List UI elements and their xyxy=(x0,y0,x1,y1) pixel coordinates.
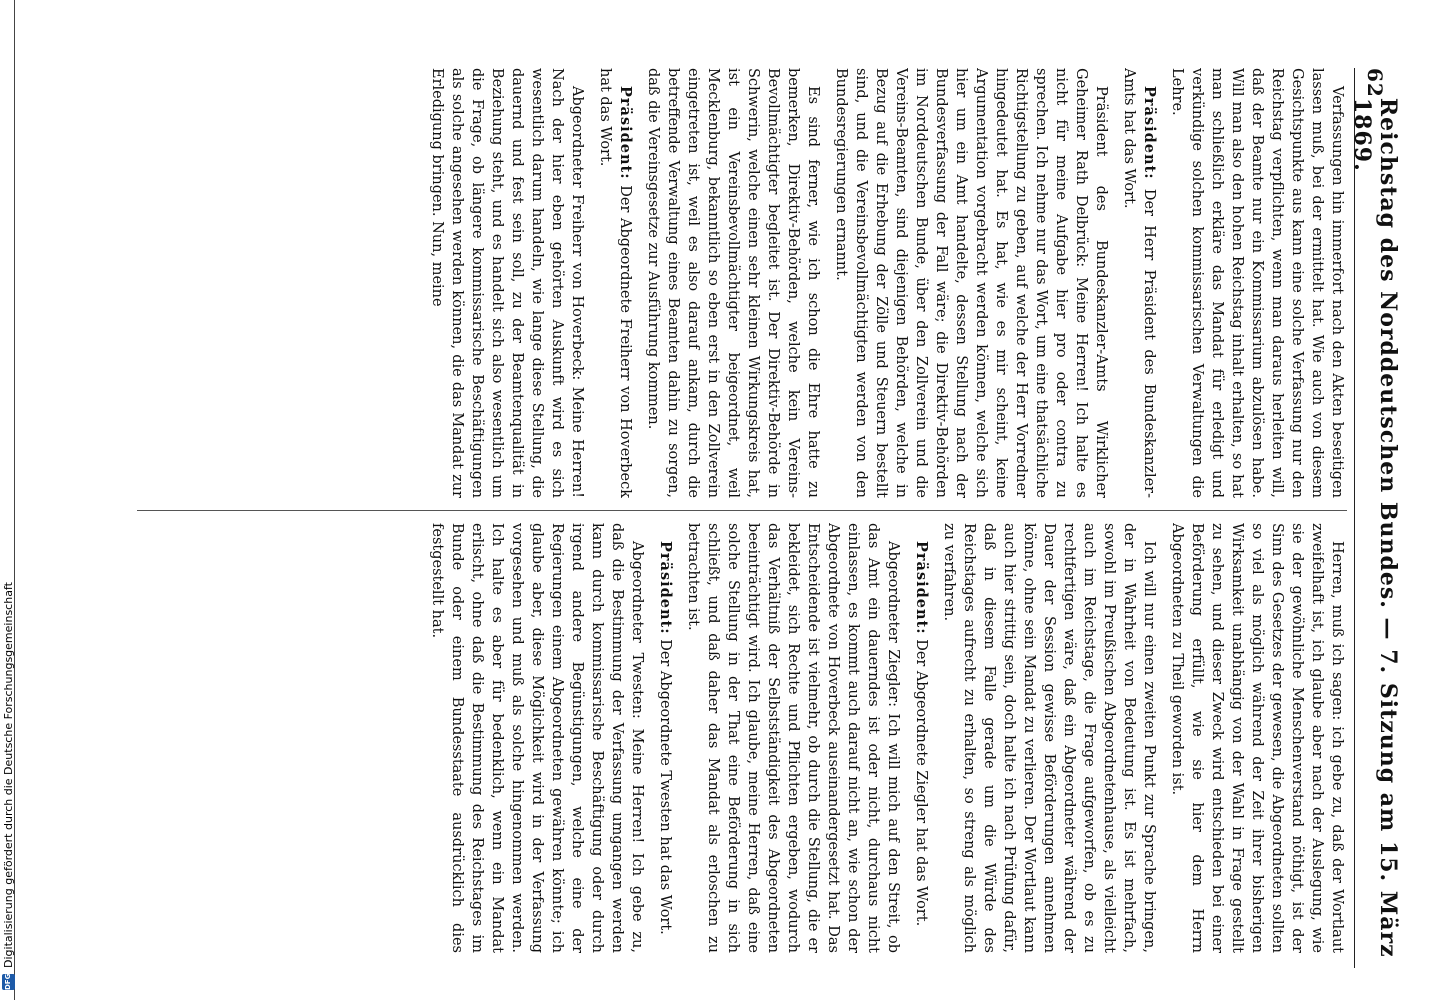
speech-text: Ich will nur einen zweiten Punkt zur Sprache bringen, der in Wahrheit von Bedeutung ist. Es ist mehrfach, sowohl im Preußischen Abgeordnetenhause, als vielleicht auch im Reichstage, die Frage aufgeworfen, ob es zu rechtfertigen wäre, daß ein Abgeordneter während der Dauer der Session gewisse Beförderungen annehmen könne, ohne sein Mandat zu verlieren. Der Wortlaut kann auch hier strittig sein, doch halte ich nach Prüfung dafür, daß in diesem Falle gerade um die Würde des Reichstages aufrecht zu erhalten, so streng als möglich zu verfahren. xyxy=(941,523,1157,953)
speaker-name: Präsident: xyxy=(657,541,674,635)
speech-text: Herren, muß ich sagen: ich gebe zu, daß der Wortlaut zweifelhaft ist, ich glaube aber nach der Auslegung, wie sie der gewöhnliche Menschenverstand nöthigt, ist der Sinn des Gesetzes der gewesen, die Abgeordneten sollten so viel als möglich während der Zeit ihrer bisherigen Wirksamkeit unabhängig von der Wahl in Frage gestellt zu sehen, und dieser Zweck wird entschieden bei einer Beförderung erfüllt, wie sie hier dem Herrn Abgeordneten zu Theil geworden ist. xyxy=(1169,523,1345,953)
page-header xyxy=(1349,68,1401,968)
page-title: Reichstag des Norddeutschen Bundes. — 7. Sitzung am 15. März 1869. xyxy=(1349,97,1401,958)
speech-text: Präsident des Bundeskanzler-Amts Wirklicher Geheimer Rath Delbrück: Meine Herren! Ich halte es nicht für meine Aufgabe hier pro oder contra zu sprechen. Ich nehme nur das Wort, um eine thatsächliche Richtigstellung zu geben, auf welche der Herr Vorredner hingedeutet hat. Es hat, wie es mir scheint, keine Argumentation vorgebracht werden können, welche sich hier um ein Amt handelte, dessen Stellung nach der Bundesverfassung der Fall wäre; die Direktiv-Behörden im Norddeutschen Bunde, über den Zollverein und die Vereins-Beamten, sind diejenigen Behörden, welche in Bezug auf die Erhebung der Zölle und Steuern bestellt sind, und die Vereinsbevollmächtigten werden von den Bundesregierungen ernannt. xyxy=(833,68,1109,498)
footer-text: Digitalisierung gefördert durch die Deutsche Forschungsgemeinschaft xyxy=(1,582,15,968)
speaker-name: Präsident: xyxy=(1141,86,1158,180)
speech-paragraph xyxy=(1167,68,1347,498)
speech-text: Es sind ferner, wie ich schon die Ehre hatte zu bemerken, Direktiv-Behörden, welche kein Vereins-Bevollmächtigter begleitet ist. Der Direktiv-Behörde in Schwerin, welche einen sehr kleinen Wirkungskreis hat, ist ein Vereinsbevollmächtigter beigeordnet, weil Mecklenburg, bekanntlich so eben erst in den Zollverein eingetreten ist, weil es also darauf ankam, durch die betreffende Verwaltung eines Beamten dahin zu sorgen, daß die Vereinsgesetze zur Ausführung kommen. xyxy=(645,68,821,498)
speech-paragraph xyxy=(1167,523,1347,953)
speech-text: Abgeordneter Ziegler: Ich will mich auf den Streit, ob das Amt ein dauerndes ist oder nicht, durchaus nicht einlassen, es kommt auch darauf nicht an, wie schon der Abgeordnete von Hoverbeck auseinandergesetzt hat. Das Entscheidende ist vielmehr, ob durch die Stellung, die er bekleidet, sich Rechte und Pflichten ergeben, wodurch das Verhältniß der Selbstständigkeit des Abgeordneten beeinträchtigt wird. Ich glaube, meine Herren, daß eine solche Stellung in der That eine Beförderung in sich schließt, und daß daher das Mandat als erloschen zu betrachten ist. xyxy=(685,523,901,953)
rotated-page-content xyxy=(105,68,1401,968)
speech-paragraph xyxy=(911,523,931,953)
speech-paragraph xyxy=(1119,68,1159,498)
speech-text: Der Abgeordnete Twesten hat das Wort. xyxy=(657,639,673,935)
column-divider xyxy=(137,510,1347,511)
dfg-logo-icon: DFG xyxy=(2,974,15,990)
funding-footer xyxy=(0,0,16,990)
speech-paragraph xyxy=(831,68,1111,498)
speech-paragraph xyxy=(427,523,647,953)
speech-paragraph xyxy=(427,68,587,498)
speech-paragraph xyxy=(683,523,903,953)
speech-text: Abgeordneter Twesten: Meine Herren! Ich gebe zu, daß die Bestimmung der Verfassung umgangen werden kann durch kommissarische Beschäftigung oder durch irgend andere Begünstigungen, welche eine der Regierungen einem Abgeordneten gewähren könnte; ich glaube aber, diese Möglichkeit wird in der Verfassung vorgesehen und muß als solche hingenommen werden. Ich halte es aber für bedenklich, wenn ein Mandat erlischt, ohne daß die Bestimmung des Reichstages im Bunde oder einem Bundesstaate ausdrücklich dies festgestellt hat. xyxy=(429,523,645,953)
speech-paragraph xyxy=(595,68,635,498)
speaker-name: Präsident: xyxy=(913,541,930,635)
speech-paragraph xyxy=(939,523,1159,953)
page-number: 62 xyxy=(1363,68,1387,98)
speech-text: Der Abgeordnete Freiherr von Hoverbeck hat das Wort. xyxy=(597,68,633,498)
speech-text: Verfassungen hin immerfort nach den Akten beseitigen lassen muß, bei der ermittelt hat. Wie auch von diesem Gesichtspunkte aus kann eine solche Verfassung nur den Reichstag verpflichten, wenn man daraus herleiten will, daß der Beamte nur ein Kommissarium abzulösen habe. Will man also den hohen Reichstag inhalt erhalten, so hat man schließlich erkläre das Mandat für erledigt und verkündige solchen kommissarischen Verwaltungen die Lehre. xyxy=(1169,68,1345,498)
speaker-name: Präsident: xyxy=(617,86,634,180)
text-column-first xyxy=(127,68,1347,498)
speech-paragraph xyxy=(643,68,823,498)
text-column-second xyxy=(127,523,1347,953)
speech-text: Abgeordneter Freiherr von Hoverbeck: Meine Herren! Nach der hier eben gehörten Auskunft wird es sich wesentlich darum handeln, wie lange diese Stellung, die dauernd und fest sein soll, zu der Beamtenqualität in Beziehung steht, und es handelt sich also wesentlich um die Frage, ob längere kommissarische Beschäftigungen als solche angesehen werden können, die das Mandat zur Erledigung bringen. Nun, meine xyxy=(429,68,585,498)
speech-text: Der Abgeordnete Ziegler hat das Wort. xyxy=(913,639,929,927)
speech-paragraph xyxy=(655,523,675,953)
speech-text: Der Herr Präsident des Bundeskanzler-Amts hat das Wort. xyxy=(1121,68,1157,498)
